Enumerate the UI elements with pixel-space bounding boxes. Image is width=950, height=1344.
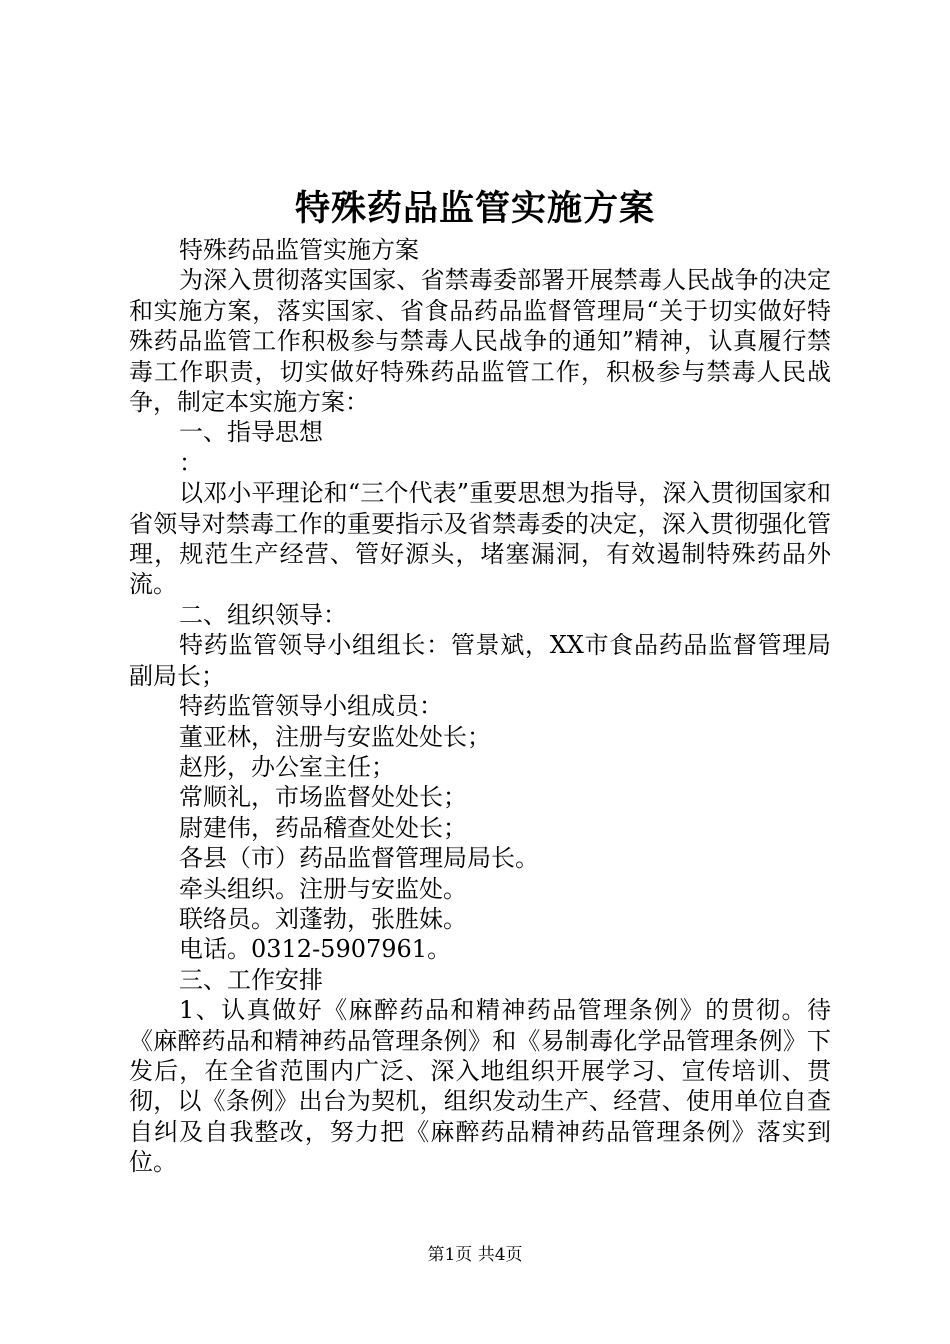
paragraph-member: 尉建伟，药品稽查处处长； bbox=[179, 813, 467, 842]
section-heading-guiding-ideology: 一、指导思想 bbox=[179, 418, 323, 447]
document-body bbox=[129, 235, 831, 1178]
page-number-footer: 第1页 共4页 bbox=[427, 1245, 523, 1265]
paragraph-subtitle: 特殊药品监管实施方案 bbox=[179, 236, 419, 264]
paragraph-member: 各县（市）药品监督管理局局长。 bbox=[179, 844, 539, 873]
paragraph-guiding-ideology: 以邓小平理论和“三个代表”重要思想为指导，深入贯彻国家和省领导对禁毒工作的重要指示及省禁毒委的决定，深入贯彻强化管理，规范生产经营、管好源头，堵塞漏洞，有效遏制特殊药品外流。 bbox=[129, 479, 831, 599]
paragraph-work-item-1: 1、认真做好《麻醉药品和精神药品管理条例》的贯彻。待《麻醉药品和精神药品管理条例》和《易制毒化学品管理条例》下发后，在全省范围内广泛、深入地组织开展学习、宣传培训、贯彻，以《条例》出台为契机，组织发动生产、经营、使用单位自查自纠及自我整改，努力把《麻醉药品精神药品管理条例》落实到位。 bbox=[129, 996, 831, 1177]
paragraph-member: 赵彤，办公室主任； bbox=[179, 752, 395, 781]
document-title: 特殊药品监管实施方案 bbox=[294, 188, 655, 229]
paragraph-liaison: 联络员。刘蓬勃，张胜妹。 bbox=[179, 904, 467, 933]
paragraph-lead-organization: 牵头组织。注册与安监处。 bbox=[179, 874, 467, 903]
paragraph-member: 董亚林，注册与安监处处长； bbox=[179, 722, 491, 751]
paragraph-member: 常顺礼，市场监督处处长； bbox=[179, 783, 467, 812]
section-heading-organization: 二、组织领导： bbox=[179, 600, 347, 629]
paragraph-intro: 为深入贯彻落实国家、省禁毒委部署开展禁毒人民战争的决定和实施方案，落实国家、省食品药品监督管理局“关于切实做好特殊药品监管工作积极参与禁毒人民战争的通知”精神，认真履行禁毒工作职责，切实做好特殊药品监管工作，积极参与禁毒人民战争，制定本实施方案： bbox=[129, 266, 831, 417]
paragraph-phone: 电话。0312-5907961。 bbox=[179, 935, 452, 964]
section-heading-work-arrangement: 三、工作安排 bbox=[179, 965, 323, 994]
paragraph-team-members-label: 特药监管领导小组成员： bbox=[179, 692, 443, 721]
paragraph-team-leader: 特药监管领导小组组长：管景斌，XX市食品药品监督管理局副局长； bbox=[129, 631, 831, 690]
paragraph-colon: ： bbox=[179, 448, 203, 477]
